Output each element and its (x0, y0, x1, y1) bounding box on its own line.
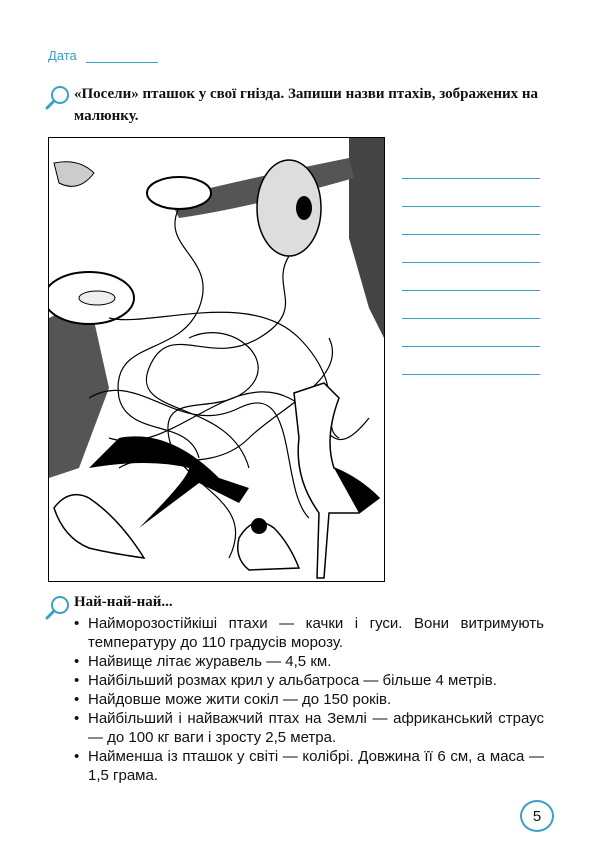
list-item: • Найморозостійкіші птахи — качки і гуси. Вони витримують температуру до 110 градусів морозу. (74, 614, 544, 652)
magnifier-icon (44, 594, 72, 622)
answer-line[interactable] (402, 262, 540, 263)
answer-line[interactable] (402, 318, 540, 319)
list-item: • Найбільший розмах крил у альбатроса — більше 4 метрів. (74, 671, 544, 690)
answer-line[interactable] (402, 290, 540, 291)
answer-line[interactable] (402, 374, 540, 375)
answer-line[interactable] (402, 206, 540, 207)
answer-line[interactable] (402, 178, 540, 179)
date-label: Дата (48, 48, 77, 63)
facts-list (74, 614, 544, 785)
list-item: • Найдовше може жити сокіл — до 150 років. (74, 690, 544, 709)
list-item: • Найменша із пташок у світі — колібрі. Довжина її 6 см, а маса — 1,5 грама. (74, 747, 544, 785)
page-number: 5 (520, 800, 554, 832)
bird-maze-illustration (48, 137, 385, 582)
magnifier-icon (44, 84, 72, 112)
task-instruction: «Посели» пташок у свої гнізда. Запиши назви птахів, зображених на малюнку. (74, 86, 538, 124)
date-field[interactable] (86, 62, 158, 63)
list-item: • Найвище літає журавель — 4,5 км. (74, 652, 544, 671)
answer-line[interactable] (402, 234, 540, 235)
facts-title: Най-най-най... (74, 594, 173, 610)
list-item: • Найбільший і найважчий птах на Землі — африканський страус — до 100 кг ваги і зросту 2,5 метра. (74, 709, 544, 747)
answer-line[interactable] (402, 346, 540, 347)
